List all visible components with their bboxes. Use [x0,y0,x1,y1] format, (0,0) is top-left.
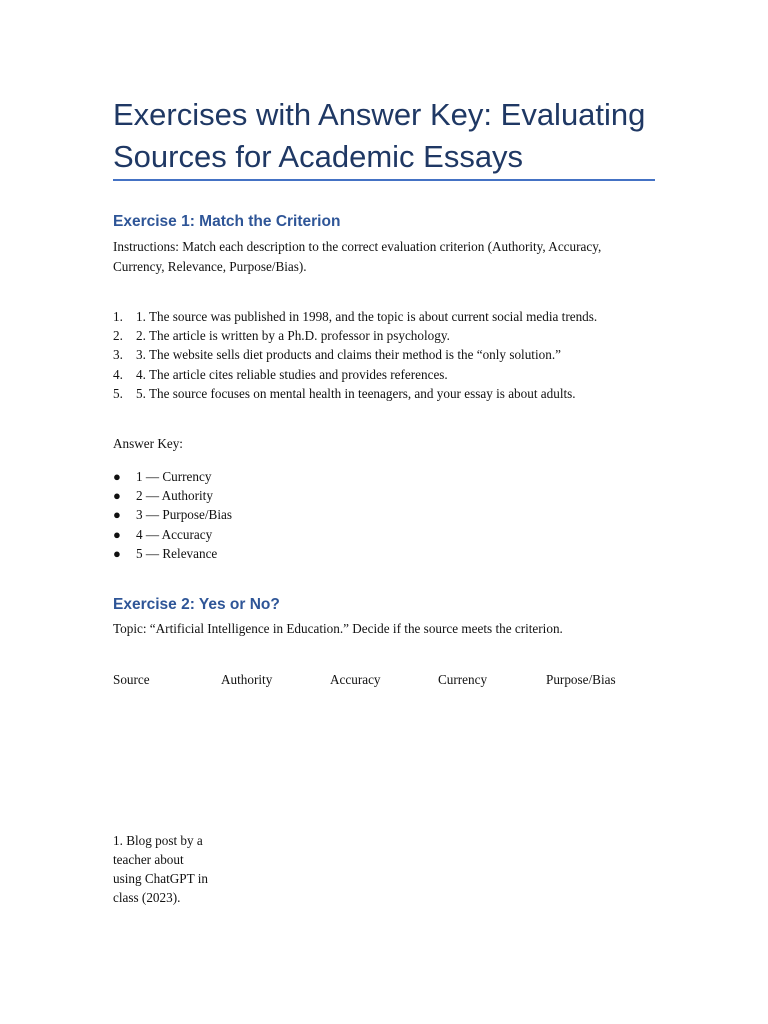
exercise1-instructions: Instructions: Match each description to the correct evaluation criterion (Authority, Accuracy, Currency, Relevance, Purpose/Bias). [113,239,602,274]
bullet-icon: ● [113,488,121,504]
exercise2-heading: Exercise 2: Yes or No? [113,596,280,613]
column-header-purpose-bias: Purpose/Bias [546,672,616,687]
bullet-icon: ● [113,545,121,561]
list-item: 5. 5. The source focuses on mental health in teenagers, and your essay is about adults. [113,385,576,401]
list-item: 1. 1. The source was published in 1998, and the topic is about current social media trends. [113,309,598,324]
list-item: 4. 4. The article cites reliable studies and provides references. [113,366,448,382]
bullet-icon: ● [113,526,121,542]
answer-key-label: Answer Key: [113,436,183,451]
bullet-icon: ● [113,469,121,484]
list-item: ● 4 — Accuracy [113,525,232,544]
bullet-icon: ● [113,507,121,523]
list-item: ● 3 — Purpose/Bias [113,505,232,524]
exercise1-item-list [113,307,597,403]
list-item: ● 2 — Authority [113,486,232,505]
document-title: Exercises with Answer Key: Evaluating Sources for Academic Essays [113,97,646,174]
list-item: 2. 2. The article is written by a Ph.D. professor in psychology. [113,328,450,344]
list-item: 3. 3. The website sells diet products and claims their method is the “only solution.” [113,347,561,363]
column-header-source: Source [113,672,150,687]
exercise2-topic: Topic: “Artificial Intelligence in Education.” Decide if the source meets the criterion. [113,621,563,636]
column-header-currency: Currency [438,672,488,687]
list-item: ● 1 — Currency [113,467,232,486]
column-header-authority: Authority [221,672,273,687]
column-header-accuracy: Accuracy [330,672,381,687]
list-item: ● 5 — Relevance [113,544,232,563]
answer-key-list [113,467,232,563]
exercise1-heading: Exercise 1: Match the Criterion [113,213,341,230]
table-row-source-cell: 1. Blog post by a teacher about using ChatGPT in class (2023). [113,833,209,905]
title-divider [113,179,655,181]
